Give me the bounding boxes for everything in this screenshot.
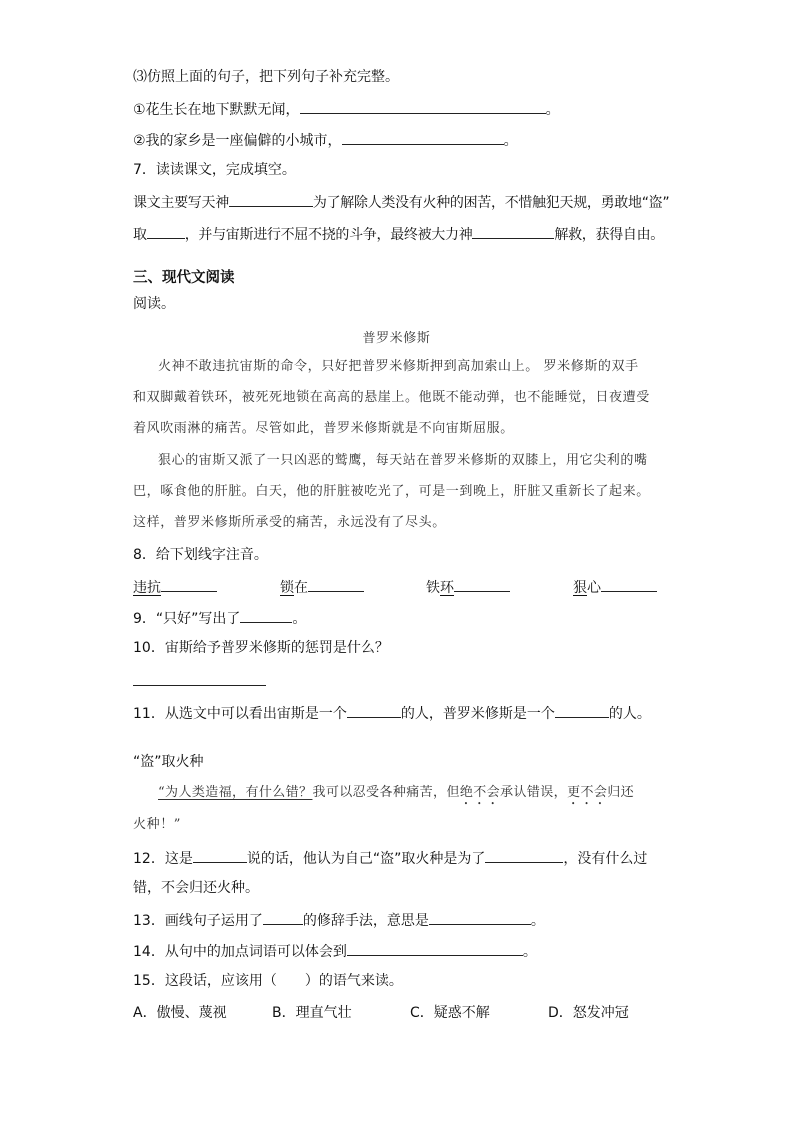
sub-title: “盗”取火种 [133, 754, 204, 770]
q3-item1 [133, 98, 560, 120]
q11-text-b: 的人，普罗米修斯是一个 [400, 706, 555, 722]
q7-title: 7．读读课文，完成填空。 [133, 162, 296, 178]
q9-text-b: 。 [292, 611, 307, 627]
q3-item1-blank[interactable] [300, 98, 546, 114]
q15-option-b[interactable]: B．理直气壮 [272, 1005, 352, 1021]
q12-line1 [133, 847, 647, 869]
section-heading: 三、现代文阅读 [133, 270, 235, 286]
passage-p2-line1: 狠心的宙斯又派了一只凶恶的鹫鹰，每天站在普罗米修斯的双膝上，用它尖利的嘴 [158, 453, 648, 468]
quote-line2: 火种！” [133, 817, 182, 832]
quote-text-f: 归还 [607, 785, 635, 800]
q11-text-c: 的人。 [608, 706, 651, 722]
q15-option-a[interactable]: A．傲慢、蔑视 [133, 1005, 227, 1021]
q14-text-a: 14．从句中的加点词语可以体会到 [133, 944, 347, 960]
q7-blank-fire[interactable] [147, 223, 185, 239]
q8-item-1-underlined: 违抗 [133, 580, 161, 596]
q7-l2-text-b: ，并与宙斯进行不屈不挠的斗争，最终被大力神 [184, 227, 473, 243]
q12-line2: 错，不会归还火种。 [133, 880, 259, 896]
q9 [133, 607, 306, 629]
q3-item2 [133, 129, 518, 151]
passage-p1-line1: 火神不敢违抗宙斯的命令，只好把普罗米修斯押到高加索山上。 罗米修斯的双手 [158, 359, 639, 374]
q14-text-b: 。 [522, 944, 537, 960]
q13-text-b: 的修辞手法，意思是 [302, 913, 429, 929]
q13-blank-meaning[interactable] [429, 909, 531, 925]
q15-option-c[interactable]: C．疑惑不解 [410, 1005, 490, 1021]
q13-text-a: 13．画线句子运用了 [133, 913, 263, 929]
passage-p2-line3: 这样，普罗米修斯所承受的痛苦，永远没有了尽头。 [133, 515, 446, 530]
read-label: 阅读。 [133, 296, 175, 312]
q7-line1 [133, 191, 669, 213]
q8-item-1-blank[interactable] [161, 576, 217, 592]
q7-line2 [133, 223, 664, 245]
passage-p1-line2: 和双脚戴着铁环，被死死地锁在高高的悬崖上。他既不能动弹，也不能睡觉，日夜遭受 [133, 390, 650, 405]
passage-title: 普罗米修斯 [362, 331, 431, 346]
q3-item1-end: 。 [545, 102, 560, 118]
q10-answer-line[interactable] [133, 685, 266, 686]
q7-blank-hero[interactable] [472, 223, 554, 239]
q7-l1-text-b: 为了解除人类没有火种的困苦，不惜触犯天规，勇敢地“盗” [312, 195, 670, 211]
q12-blank-purpose[interactable] [485, 847, 563, 863]
q8-item-2-post: 在 [294, 580, 308, 596]
q8-item-3 [426, 576, 510, 598]
q14 [133, 940, 537, 962]
q12-blank-speaker[interactable] [193, 847, 247, 863]
quote-line1 [158, 783, 634, 808]
q13-text-c: 。 [530, 913, 545, 929]
q8-item-4-blank[interactable] [601, 576, 657, 592]
q8-item-3-pre: 铁 [426, 580, 440, 596]
passage-p2-line2: 巴，啄食他的肝脏。白天，他的肝脏被吃光了，可是一到晚上，肝脏又重新长了起来。 [133, 484, 650, 499]
q3-item1-text: ①花生长在地下默默无闻， [133, 102, 300, 118]
q8-item-2-underlined: 锁 [280, 580, 294, 596]
q12-text-c: ，没有什么过 [563, 851, 648, 867]
q8-item-2-blank[interactable] [308, 576, 364, 592]
quote-text-d: 承认错误， [500, 785, 568, 800]
q7-l2-text-c: 解救，获得自由。 [554, 227, 665, 243]
passage-p1-line3: 着风吹雨淋的痛苦。尽管如此，普罗米修斯就是不向宙斯屈服。 [133, 421, 514, 436]
q13-blank-rhetoric[interactable] [263, 909, 303, 925]
q3-item2-text: ②我的家乡是一座偏僻的小城市， [133, 133, 342, 149]
q3-item2-end: 。 [503, 133, 518, 149]
quote-dotted-1: 绝不会 [459, 785, 501, 800]
q12-text-b: 说的话，他认为自己“盗”取火种是为了 [246, 851, 486, 867]
q15-option-d[interactable]: D．怒发冲冠 [548, 1005, 629, 1021]
q15: 15．这段话，应该用（ ）的语气来读。 [133, 973, 403, 989]
quote-text-b: 我可以忍受各种痛苦，但 [312, 785, 460, 800]
q7-l2-text-a: 取 [133, 227, 147, 243]
q7-blank-god[interactable] [229, 191, 313, 207]
q9-blank[interactable] [240, 607, 292, 623]
q8-item-3-blank[interactable] [454, 576, 510, 592]
q13 [133, 909, 545, 931]
q8-item-4 [573, 576, 657, 598]
q12-text-a: 12．这是 [133, 851, 193, 867]
quote-underlined: “为人类造福，有什么错？ [158, 785, 313, 800]
q8-item-1 [133, 576, 217, 598]
q11-blank-prometheus[interactable] [555, 702, 609, 718]
q8-item-4-underlined: 狠 [573, 580, 587, 596]
q11-text-a: 11．从选文中可以看出宙斯是一个 [133, 706, 347, 722]
quote-dotted-2: 更不会 [567, 785, 608, 800]
q7-l1-text-a: 课文主要写天神 [133, 195, 229, 211]
q10: 10．宙斯给予普罗米修斯的惩罚是什么？ [133, 640, 389, 656]
q9-text-a: 9．“只好”写出了 [133, 611, 241, 627]
q8-item-4-post: 心 [587, 580, 601, 596]
q14-blank[interactable] [347, 940, 523, 956]
q8-title: 8．给下划线字注音。 [133, 547, 268, 563]
q11-blank-zeus[interactable] [347, 702, 401, 718]
q11 [133, 702, 651, 724]
q8-item-3-underlined: 环 [440, 580, 454, 596]
q3-item2-blank[interactable] [342, 129, 504, 145]
q8-item-2 [280, 576, 364, 598]
q3-intro: ⑶仿照上面的句子，把下列句子补充完整。 [133, 69, 399, 85]
